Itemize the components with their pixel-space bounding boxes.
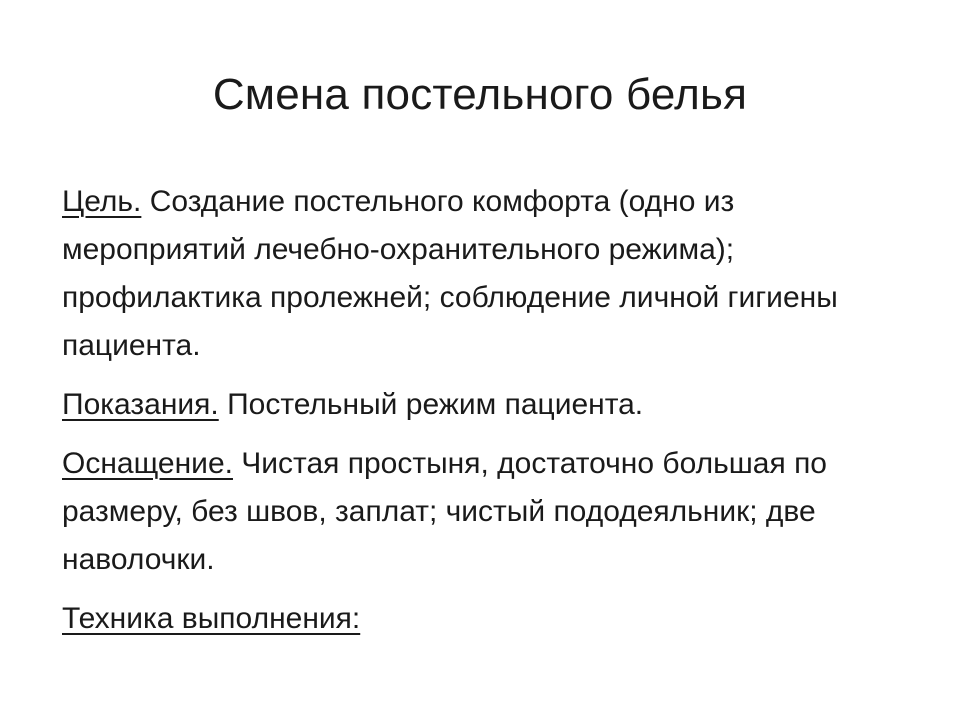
technique-paragraph xyxy=(62,595,912,643)
equipment-text: Чистая простыня, достаточно большая по размеру, без швов, заплат; чистый пододеяльник; две наволочки. xyxy=(62,447,827,576)
slide-title: Смена постельного белья xyxy=(212,70,748,119)
indications-text: Постельный режим пациента. xyxy=(218,388,644,421)
goal-label: Цель. xyxy=(62,185,142,218)
equipment-paragraph xyxy=(62,440,912,584)
technique-label: Техника выполнения: xyxy=(62,602,361,635)
slide-body xyxy=(62,178,912,654)
goal-paragraph xyxy=(62,178,912,370)
equipment-label: Оснащение. xyxy=(62,447,233,480)
goal-text: Создание постельного комфорта (одно из мероприятий лечебно-охранительного режима); профилактика пролежней; соблюдение личной гигиены пациента. xyxy=(62,185,838,362)
indications-paragraph xyxy=(62,381,912,429)
indications-label: Показания. xyxy=(62,388,219,421)
